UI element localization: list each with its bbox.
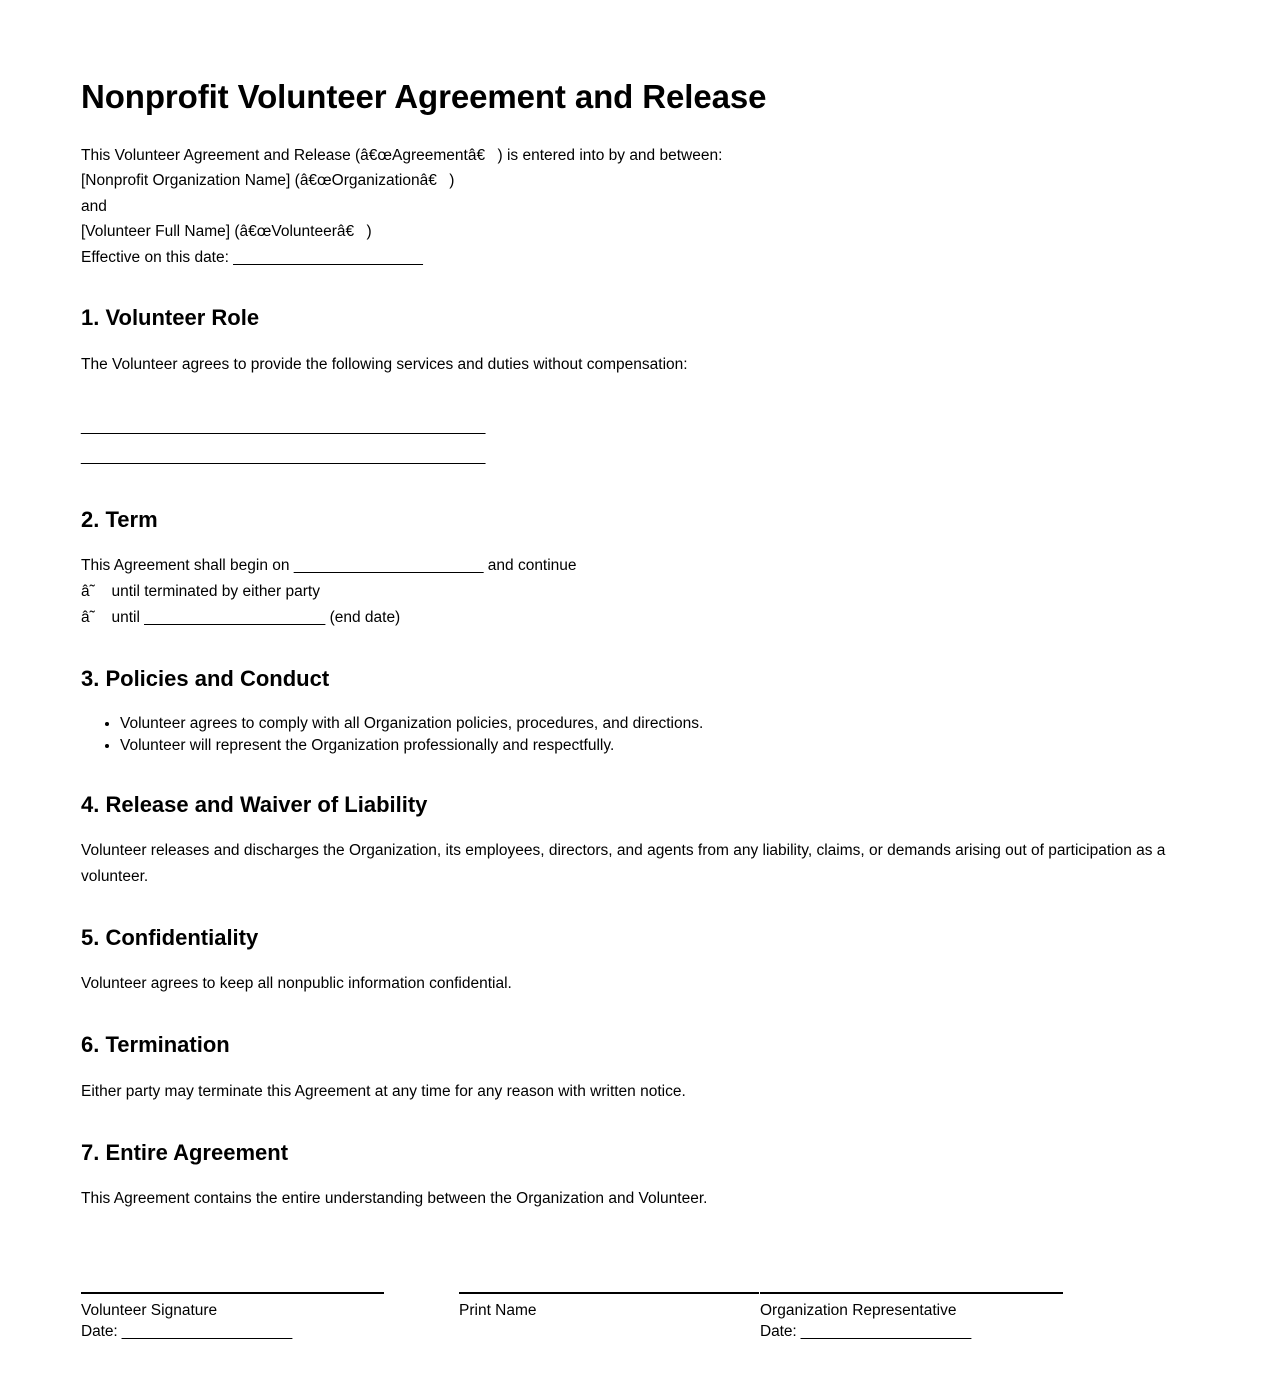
organization-signature-rule[interactable] bbox=[760, 1292, 1063, 1294]
print-name-rule[interactable] bbox=[459, 1292, 759, 1294]
section-heading-volunteer-role: 1. Volunteer Role bbox=[81, 305, 260, 331]
signature-column-print-name bbox=[420, 1292, 760, 1321]
volunteer-role-blank-line-2[interactable]: ________________________________________________ bbox=[81, 447, 486, 465]
section-heading-release-and-waiver: 4. Release and Waiver of Liability bbox=[81, 791, 428, 817]
term-checkbox-option-until-terminated[interactable]: â˜ until terminated by either party bbox=[81, 583, 320, 601]
intro-line-organization: [Nonprofit Organization Name] (â€œOrganizationâ€) bbox=[81, 172, 455, 190]
intro-line-parties: This Volunteer Agreement and Release (â€œAgreementâ€) is entered into by and between: bbox=[81, 146, 723, 164]
policies-bullet-list bbox=[81, 713, 1182, 757]
organization-representative-label: Organization Representative bbox=[760, 1302, 957, 1320]
volunteer-signature-rule[interactable] bbox=[81, 1292, 384, 1294]
page-title: Nonprofit Volunteer Agreement and Release bbox=[81, 78, 767, 115]
section-heading-policies-and-conduct: 3. Policies and Conduct bbox=[81, 666, 330, 692]
signature-spacer bbox=[81, 1218, 1182, 1292]
list-item: • Volunteer agrees to comply with all Organization policies, procedures, and directions. bbox=[120, 713, 1182, 735]
term-block bbox=[81, 553, 1182, 631]
signature-column-volunteer bbox=[81, 1292, 420, 1342]
signature-column-organization bbox=[760, 1292, 1065, 1342]
release-body-text: Volunteer releases and discharges the Organization, its employees, directors, and agents from any liability, claims, or demands arising out of participation as a volunteer. bbox=[81, 842, 1166, 885]
list-item: • Volunteer will represent the Organization professionally and respectfully. bbox=[120, 735, 1182, 757]
print-name-label: Print Name bbox=[459, 1302, 537, 1320]
intro-line-effective-date[interactable]: Effective on this date: ______________________ bbox=[81, 248, 423, 266]
intro-block bbox=[81, 143, 1182, 271]
term-begin-line[interactable]: This Agreement shall begin on ______________________ and continue bbox=[81, 557, 577, 575]
volunteer-signature-label: Volunteer Signature bbox=[81, 1302, 218, 1320]
entire-agreement-body-text: This Agreement contains the entire understanding between the Organization and Volunteer. bbox=[81, 1190, 708, 1208]
volunteer-role-blank-lines bbox=[81, 412, 1182, 472]
intro-line-and: and bbox=[81, 197, 107, 215]
organization-date-field[interactable]: Date: ____________________ bbox=[760, 1323, 972, 1341]
intro-line-volunteer: [Volunteer Full Name] (â€œVolunteerâ€) bbox=[81, 223, 372, 241]
term-checkbox-option-until-end-date[interactable]: â˜ until _____________________ (end date) bbox=[81, 609, 401, 627]
volunteer-role-intro: The Volunteer agrees to provide the following services and duties without compensation: bbox=[81, 355, 688, 373]
section-heading-termination: 6. Termination bbox=[81, 1032, 230, 1058]
volunteer-role-blank-line-1[interactable]: ________________________________________________ bbox=[81, 417, 486, 435]
termination-body-text: Either party may terminate this Agreement at any time for any reason with written notice. bbox=[81, 1082, 686, 1100]
section-heading-entire-agreement: 7. Entire Agreement bbox=[81, 1139, 289, 1165]
confidentiality-body-text: Volunteer agrees to keep all nonpublic information confidential. bbox=[81, 975, 512, 993]
signature-block bbox=[81, 1292, 1182, 1342]
section-heading-term: 2. Term bbox=[81, 506, 158, 532]
volunteer-date-field[interactable]: Date: ____________________ bbox=[81, 1323, 293, 1341]
section-heading-confidentiality: 5. Confidentiality bbox=[81, 925, 259, 950]
